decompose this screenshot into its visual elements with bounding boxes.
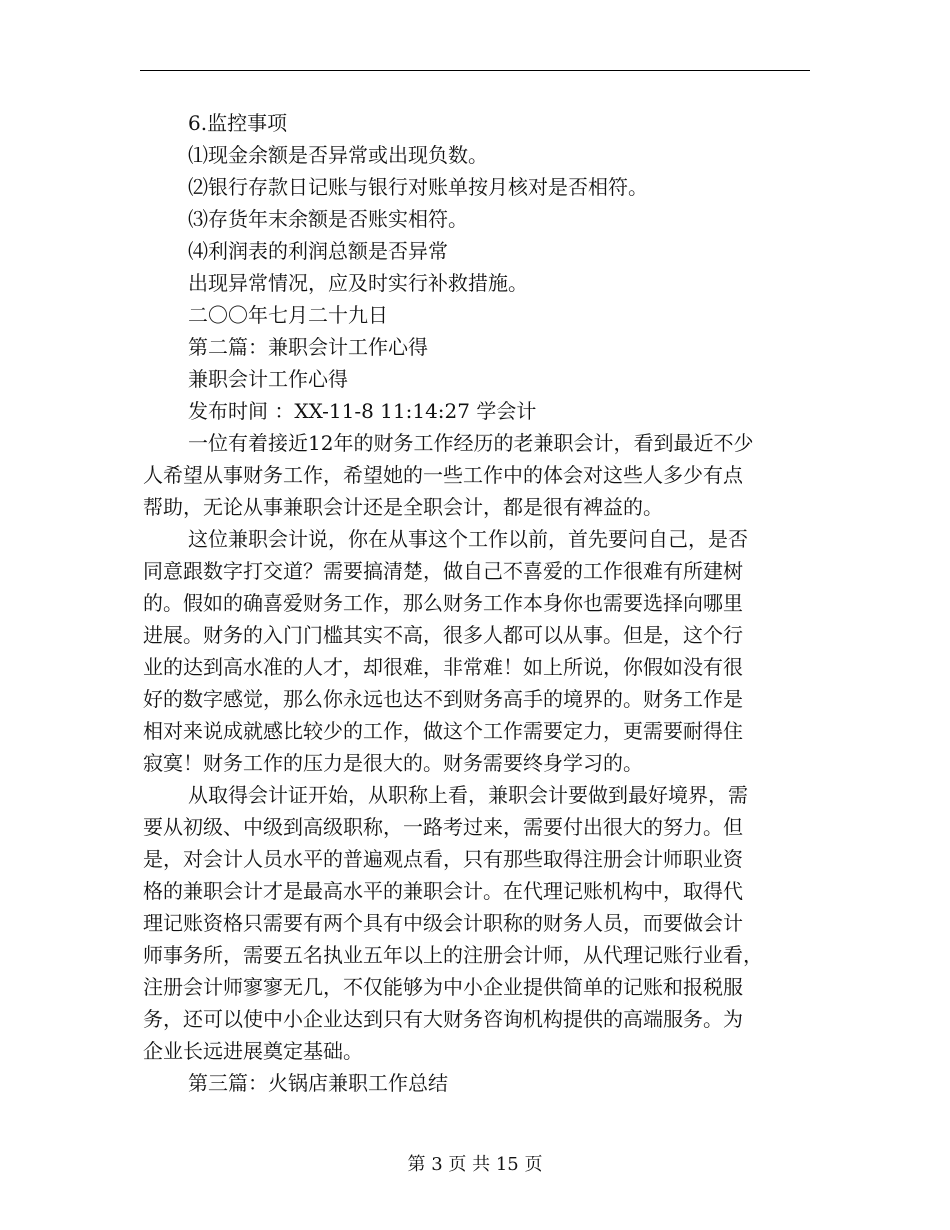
paragraph-line: 好的数字感觉，那么你永远也达不到财务高手的境界的。财务工作是 [143,687,743,711]
paragraph-line: 的。假如的确喜爱财务工作，那么财务工作本身你也需要选择向哪里 [143,591,743,615]
paragraph-line: 同意跟数字打交道？需要搞清楚，做自己不喜爱的工作很难有所建树 [143,559,743,583]
publish-time: 发布时间 ：XX-11-8 11:14:27 学会计 [188,399,537,423]
paragraph-line: 格的兼职会计才是最高水平的兼职会计。在代理记账机构中，取得代 [143,879,743,903]
list-item: ⑵银行存款日记账与银行对账单按月核对是否相符。 [188,175,648,199]
paragraph-line: 相对来说成就感比较少的工作，做这个工作需要定力，更需要耐得住 [143,719,743,743]
paragraph-line: 从取得会计证开始，从职称上看，兼职会计要做到最好境界，需 [188,783,748,807]
text-line: 出现异常情况，应及时实行补救措施。 [188,271,528,295]
header-rule [140,70,810,71]
list-item: ⑷利润表的利润总额是否异常 [188,239,448,263]
paragraph-line: 人希望从事财务工作，希望她的一些工作中的体会对这些人多少有点 [143,463,743,487]
paragraph [143,779,807,1067]
paragraph-line: 这位兼职会计说，你在从事这个工作以前，首先要问自己，是否 [188,527,748,551]
article-title: 兼职会计工作心得 [188,367,348,391]
chapter-title: 第二篇：兼职会计工作心得 [188,335,428,359]
date-line: 二〇〇年七月二十九日 [188,303,388,327]
paragraph-line: 是，对会计人员水平的普遍观点看，只有那些取得注册会计师职业资 [143,847,743,871]
paragraph-line: 寂寞！财务工作的压力是很大的。财务需要终身学习的。 [143,751,643,775]
section-heading: 6.监控事项 [188,111,288,135]
paragraph-line: 师事务所，需要五名执业五年以上的注册会计师，从代理记账行业看， [143,943,763,967]
paragraph-line: 业的达到高水准的人才，却很难，非常难！如上所说，你假如没有很 [143,655,743,679]
list-item: ⑶存货年末余额是否账实相符。 [188,207,468,231]
paragraph-line: 理记账资格只需要有两个具有中级会计职称的财务人员，而要做会计 [143,911,743,935]
page-number: 第 3 页 共 15 页 [407,1154,543,1175]
document-body [143,107,807,1099]
paragraph-line: 注册会计师寥寥无几，不仅能够为中小企业提供简单的记账和报税服 [143,975,743,999]
chapter-title: 第三篇：火锅店兼职工作总结 [188,1071,448,1095]
paragraph-line: 要从初级、中级到高级职称，一路考过来，需要付出很大的努力。但 [143,815,743,839]
paragraph-line: 进展。财务的入门门槛其实不高，很多人都可以从事。但是，这个行 [143,623,743,647]
paragraph-line: 企业长远进展奠定基础。 [143,1039,363,1063]
paragraph-line: 务，还可以使中小企业达到只有大财务咨询机构提供的高端服务。为 [143,1007,743,1031]
paragraph [143,427,807,523]
paragraph-line: 帮助，无论从事兼职会计还是全职会计，都是很有裨益的。 [143,495,663,519]
list-item: ⑴现金余额是否异常或出现负数。 [188,143,488,167]
paragraph-line: 一位有着接近12年的财务工作经历的老兼职会计，看到最近不少 [188,431,754,455]
paragraph [143,523,807,779]
